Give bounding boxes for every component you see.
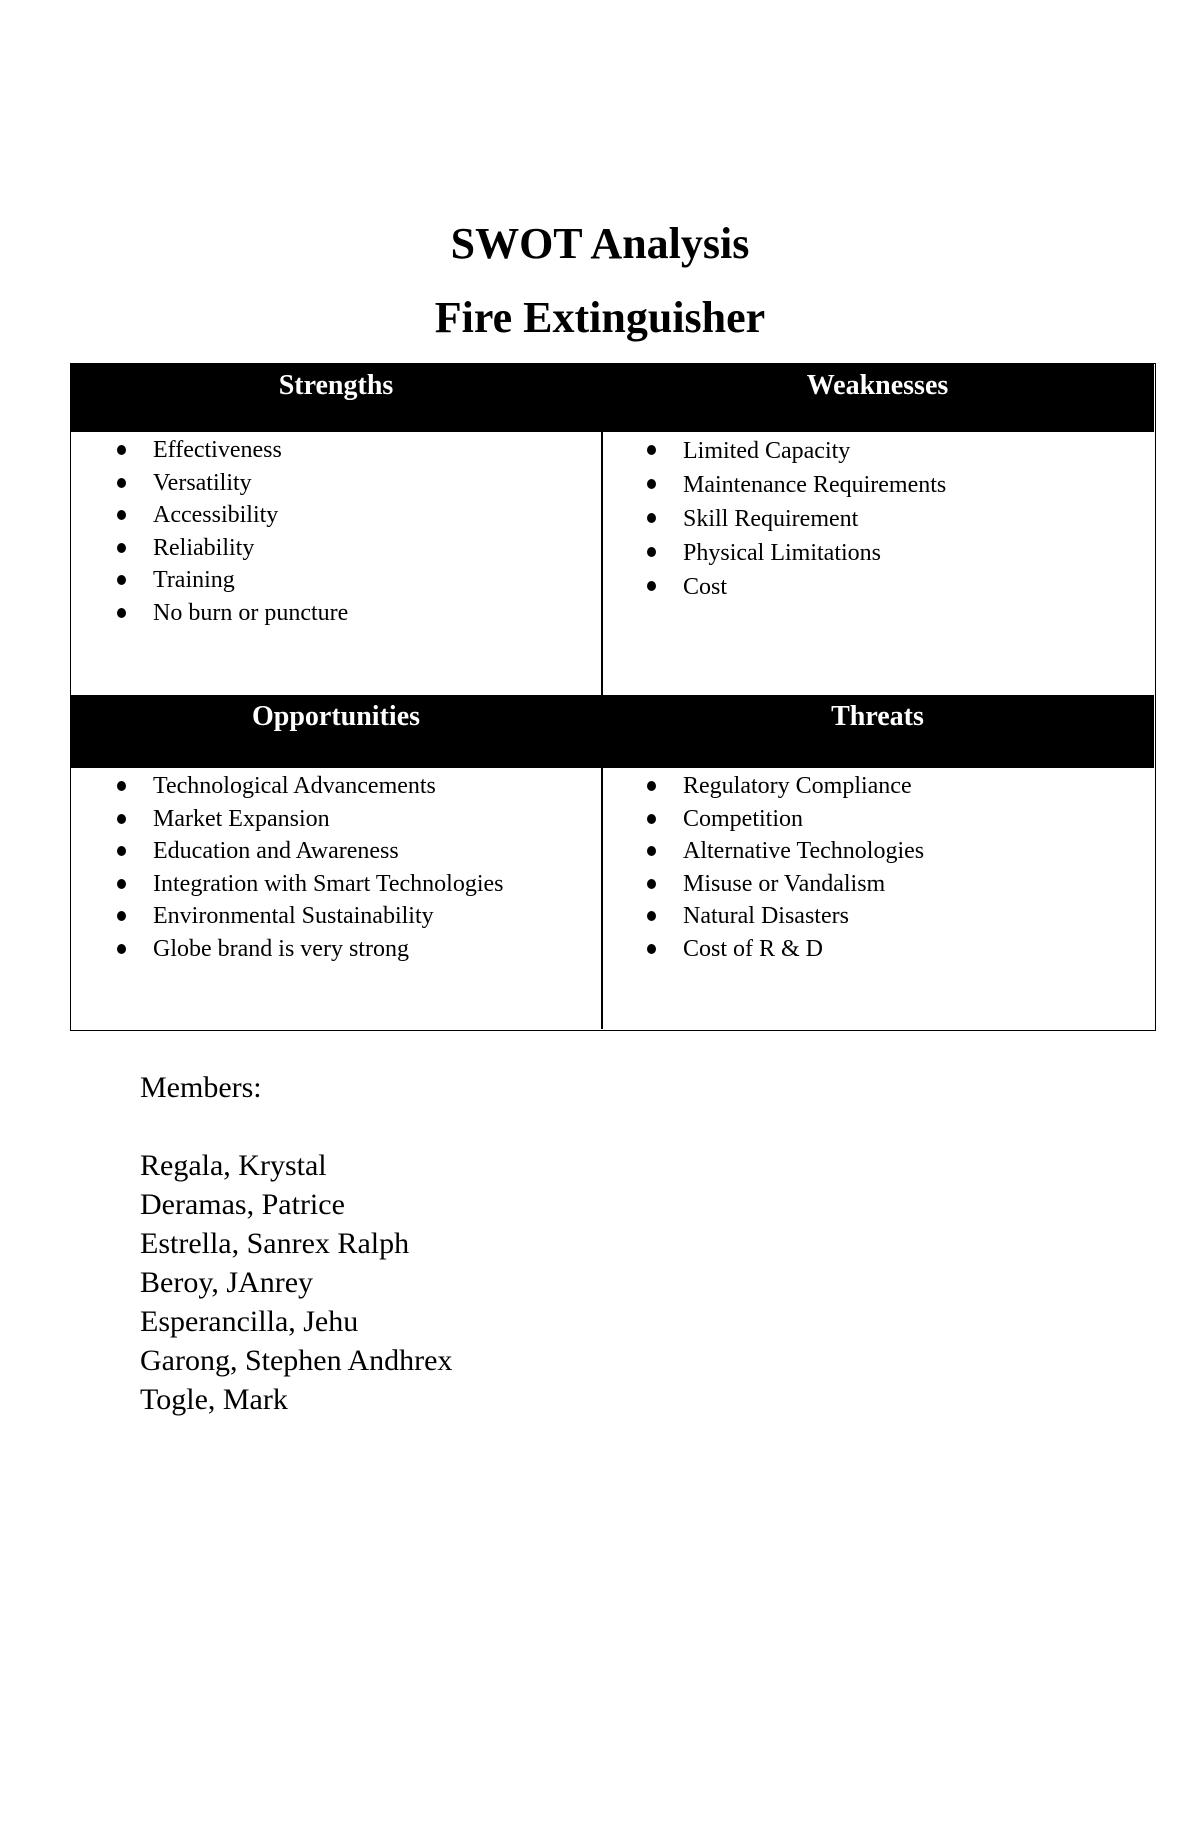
opportunities-item: Market Expansion — [71, 803, 601, 836]
opportunities-item: Environmental Sustainability — [71, 900, 601, 933]
weaknesses-cell — [601, 432, 1154, 695]
threats-header: Threats — [601, 695, 1154, 768]
strengths-item: Reliability — [71, 532, 601, 565]
weaknesses-item: Limited Capacity — [601, 434, 1154, 468]
document-title: SWOT Analysis — [450, 219, 750, 268]
strengths-list — [71, 434, 601, 629]
opportunities-header: Opportunities — [71, 695, 601, 768]
swot-table — [70, 363, 1156, 1031]
column-divider-bottom — [601, 768, 603, 1029]
threats-item: Competition — [601, 803, 1154, 836]
members-section — [140, 1068, 452, 1419]
strengths-header: Strengths — [71, 364, 601, 432]
strengths-cell — [71, 432, 601, 695]
strengths-item: No burn or puncture — [71, 597, 601, 630]
weaknesses-item: Skill Requirement — [601, 502, 1154, 536]
opportunities-list — [71, 770, 601, 965]
strengths-item: Accessibility — [71, 499, 601, 532]
weaknesses-item: Cost — [601, 570, 1154, 604]
threats-item: Misuse or Vandalism — [601, 868, 1154, 901]
strengths-item: Training — [71, 564, 601, 597]
weaknesses-item: Maintenance Requirements — [601, 468, 1154, 502]
threats-list — [601, 770, 1154, 965]
member-name: Esperancilla, Jehu — [140, 1305, 359, 1338]
members-list — [140, 1146, 452, 1419]
opportunities-item: Integration with Smart Technologies — [71, 868, 601, 901]
threats-item: Cost of R & D — [601, 933, 1154, 966]
document-subtitle: Fire Extinguisher — [434, 293, 766, 342]
threats-item: Natural Disasters — [601, 900, 1154, 933]
member-name: Estrella, Sanrex Ralph — [140, 1227, 410, 1260]
member-name: Regala, Krystal — [140, 1149, 327, 1182]
weaknesses-item: Physical Limitations — [601, 536, 1154, 570]
opportunities-item: Technological Advancements — [71, 770, 601, 803]
opportunities-cell — [71, 768, 601, 1029]
strengths-item: Effectiveness — [71, 434, 601, 467]
threats-cell — [601, 768, 1154, 1029]
weaknesses-list — [601, 434, 1154, 604]
threats-item: Regulatory Compliance — [601, 770, 1154, 803]
member-name: Beroy, JAnrey — [140, 1266, 314, 1299]
weaknesses-header: Weaknesses — [601, 364, 1154, 432]
opportunities-item: Education and Awareness — [71, 835, 601, 868]
column-divider-top — [601, 432, 603, 695]
threats-item: Alternative Technologies — [601, 835, 1154, 868]
strengths-item: Versatility — [71, 467, 601, 500]
member-name: Deramas, Patrice — [140, 1188, 345, 1221]
members-label: Members: — [140, 1071, 262, 1104]
member-name: Garong, Stephen Andhrex — [140, 1344, 453, 1377]
opportunities-item: Globe brand is very strong — [71, 933, 601, 966]
member-name: Togle, Mark — [140, 1383, 288, 1416]
